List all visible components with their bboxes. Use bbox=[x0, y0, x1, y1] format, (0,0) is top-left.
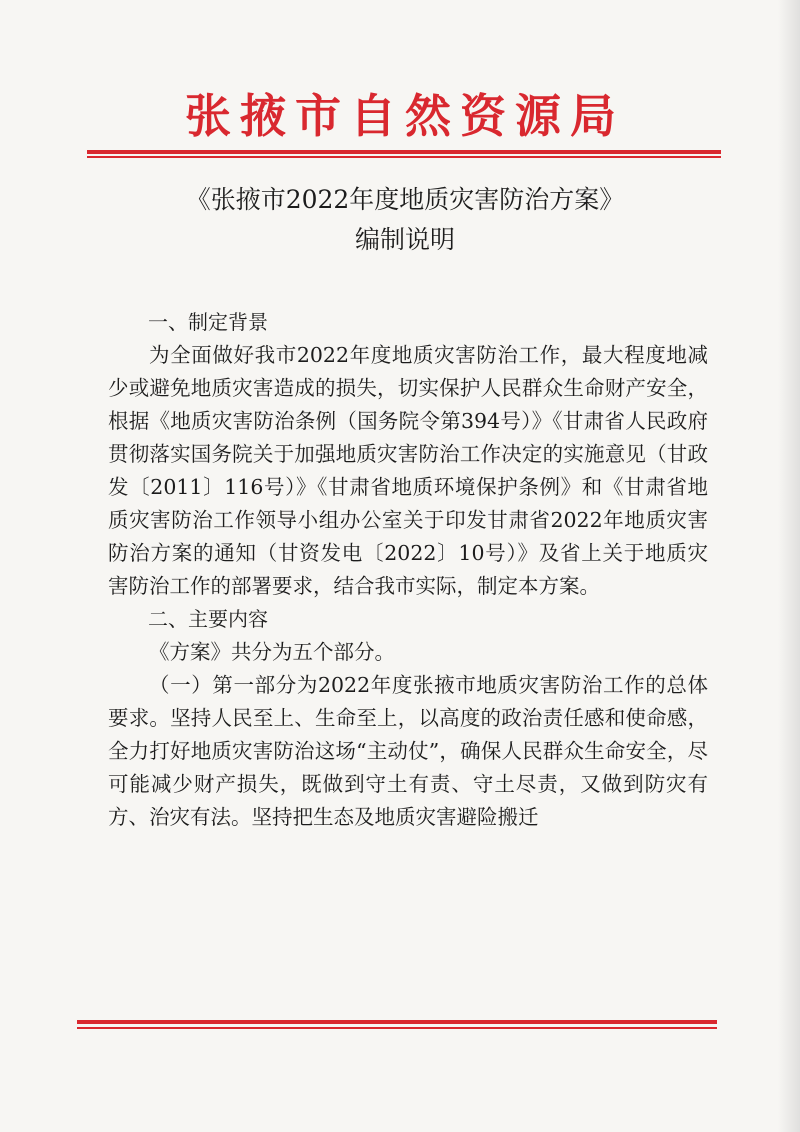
document-body bbox=[108, 306, 708, 834]
paragraph-background: 为全面做好我市2022年度地质灾害防治工作，最大程度地减少或避免地质灾害造成的损失，切实保护人民群众生命财产安全，根据《地质灾害防治条例（国务院令第394号）》《甘肃省人民政府贯彻落实国务院关于加强地质灾害防治工作决定的实施意见（甘政发〔2011〕116号）》《甘肃省地质环境保护条例》和《甘肃省地质灾害防治工作领导小组办公室关于印发甘肃省2022年地质灾害防治方案的通知（甘资发电〔2022〕10号）》及省上关于地质灾害防治工作的部署要求，结合我市实际，制定本方案。 bbox=[108, 343, 708, 598]
document-subtitle: 编制说明 bbox=[354, 225, 455, 254]
scan-edge-shadow bbox=[778, 0, 800, 1132]
document-title: 《张掖市2022年度地质灾害防治方案》 bbox=[185, 185, 625, 214]
paragraph-part-one: （一）第一部分为2022年度张掖市地质灾害防治工作的总体要求。坚持人民至上、生命至上，以高度的政治责任感和使命感，全力打好地质灾害防治这场“主动仗”，确保人民群众生命安全，尽可能减少财产损失，既做到守土有责、守土尽责，又做到防灾有方、治灾有法。坚持把生态及地质灾害避险搬迁 bbox=[108, 673, 708, 829]
letterhead-org-name: 张掖市自然资源局 bbox=[185, 89, 625, 143]
footer-rule-thin bbox=[77, 1027, 717, 1029]
section-heading-background: 一、制定背景 bbox=[148, 310, 268, 334]
section-heading-main-content: 二、主要内容 bbox=[148, 607, 268, 631]
letterhead-rule-thick bbox=[87, 150, 721, 154]
paragraph-overview: 《方案》共分为五个部分。 bbox=[149, 640, 395, 664]
letterhead-rule-thin bbox=[87, 156, 721, 158]
footer-rule-thick bbox=[77, 1020, 717, 1024]
